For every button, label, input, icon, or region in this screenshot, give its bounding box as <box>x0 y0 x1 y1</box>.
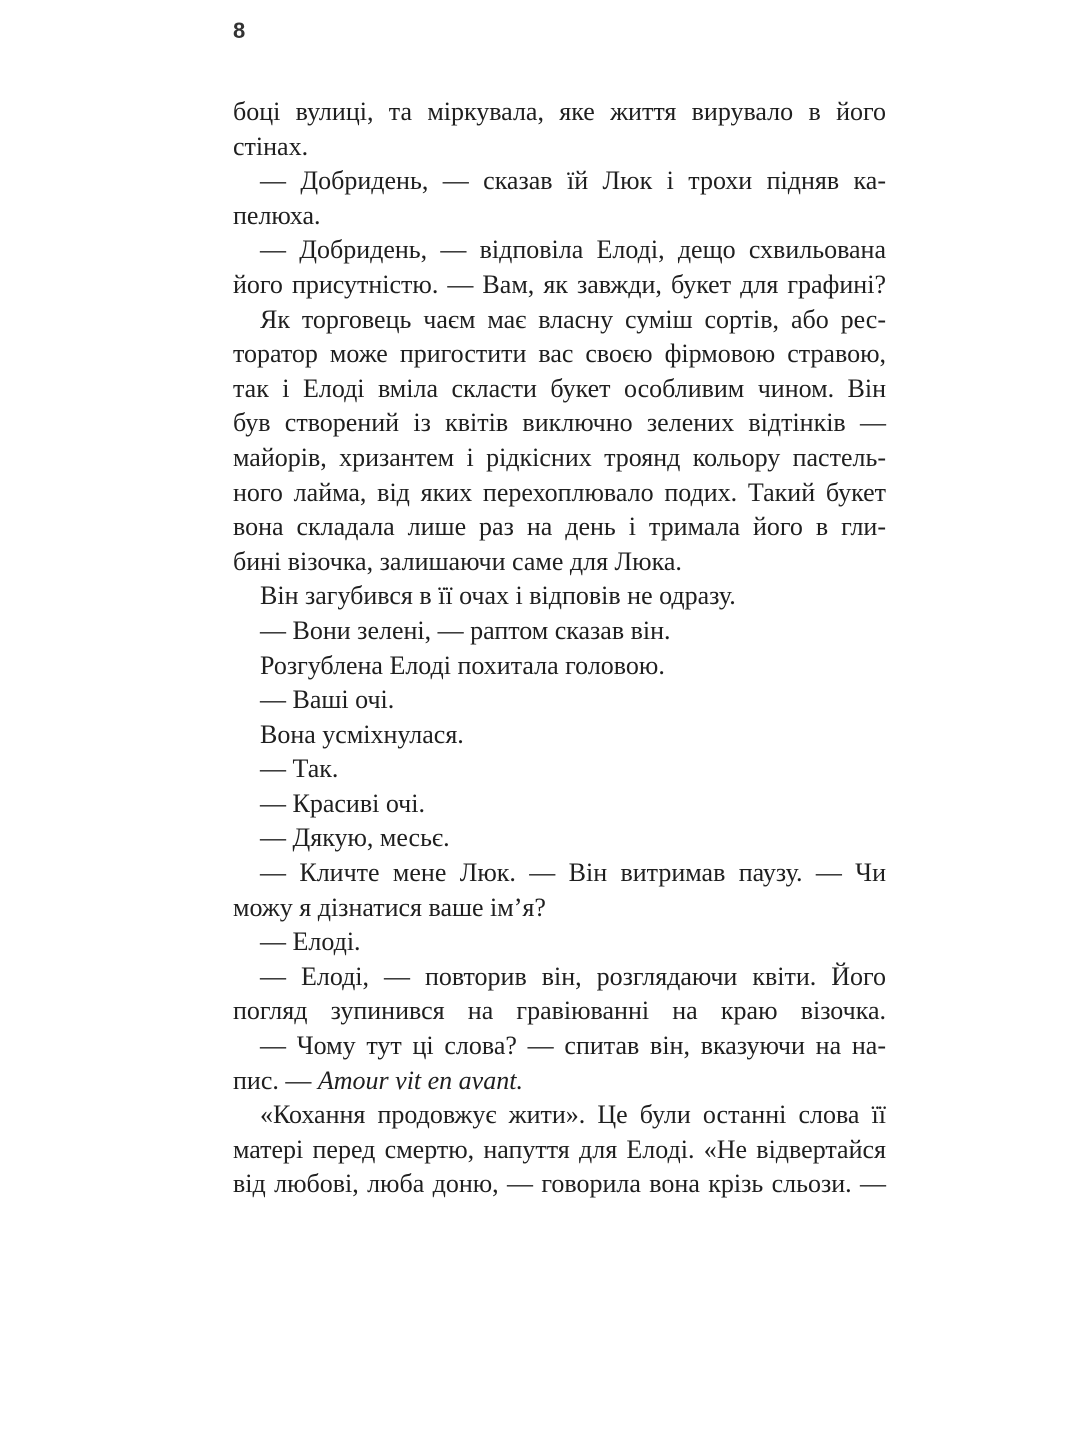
text-line <box>233 268 886 303</box>
text-line <box>233 510 886 545</box>
text-line <box>233 95 886 130</box>
text-segment: Вона усміхнулася. <box>260 719 464 749</box>
text-line <box>233 233 886 268</box>
text-line <box>233 372 886 407</box>
text-segment: від любові, люба доню, — говорила вона крізь сльози. — <box>233 1169 886 1199</box>
text-segment: боці вулиці, та міркувала, яке життя вирувало в його <box>233 97 886 126</box>
text-line <box>233 683 886 718</box>
text-segment: майорів, хризантем і рідкісних троянд кольору пастель- <box>233 442 886 472</box>
text-segment: Він загубився в її очах і відповів не одразу. <box>260 581 736 611</box>
text-segment: пис. — <box>233 1065 318 1095</box>
text-line <box>233 925 886 960</box>
text-segment: — Елоді, — повторив він, розглядаючи квіти. Його <box>260 961 886 991</box>
text-line <box>233 579 886 614</box>
text-segment: бині візочка, залишаючи саме для Люка. <box>233 546 682 576</box>
text-line <box>233 614 886 649</box>
text-segment: так і Елоді вміла скласти букет особливим чином. Він <box>233 373 886 403</box>
body-text <box>233 95 886 1202</box>
text-segment: пелюха. <box>233 200 321 230</box>
text-segment: Розгублена Елоді похитала головою. <box>260 650 665 680</box>
text-line <box>233 337 886 372</box>
text-segment: був створений із квітів виключно зелених відтінків — <box>233 408 886 438</box>
text-segment: — Ваші очі. <box>260 685 395 715</box>
text-line <box>233 130 886 165</box>
text-segment: — Кличте мене Люк. — Він витримав паузу. — Чи <box>260 858 886 888</box>
text-line <box>233 787 886 822</box>
text-segment: — Добридень, — сказав їй Люк і трохи підняв ка- <box>260 166 886 196</box>
text-segment: погляд зупинився на гравіюванні на краю візочка. <box>233 996 886 1026</box>
text-segment: його присутністю. — Вам, як завжди, букет для графині? <box>233 269 886 299</box>
page-number: 8 <box>233 18 246 43</box>
text-line <box>233 1064 886 1099</box>
text-segment: — Елоді. <box>260 927 361 957</box>
text-segment: торатор може пригостити вас своєю фірмовою стравою, <box>233 339 886 369</box>
text-segment: — Красиві очі. <box>260 788 425 818</box>
text-line <box>233 476 886 511</box>
text-segment: — Дякую, месьє. <box>260 823 450 853</box>
text-line <box>233 718 886 753</box>
text-segment: — Так. <box>260 754 339 784</box>
text-segment: стінах. <box>233 131 309 161</box>
text-segment: ного лайма, від яких перехоплювало подих. Такий букет <box>233 477 886 507</box>
text-line <box>233 752 886 787</box>
text-line <box>233 1029 886 1064</box>
text-segment: Як торговець чаєм має власну суміш сортів, або рес- <box>260 304 886 334</box>
text-segment: вона складала лише раз на день і тримала його в гли- <box>233 512 886 542</box>
text-segment: — Чому тут ці слова? — спитав він, вказуючи на на- <box>260 1031 886 1061</box>
text-line <box>233 441 886 476</box>
text-segment: матері перед смертю, напуття для Елоді. «Не відвертайся <box>233 1134 886 1164</box>
text-line <box>233 545 886 580</box>
text-line <box>233 1133 886 1168</box>
text-line <box>233 406 886 441</box>
text-line <box>233 649 886 684</box>
text-segment: — Добридень, — відповіла Елоді, дещо схвильована <box>260 235 886 265</box>
text-line <box>233 303 886 338</box>
text-line <box>233 960 886 995</box>
text-line <box>233 891 886 926</box>
text-line <box>233 1167 886 1202</box>
text-segment: можу я дізнатися ваше ім’я? <box>233 892 546 922</box>
text-line <box>233 1098 886 1133</box>
text-segment: «Кохання продовжує жити». Це були останні слова її <box>260 1100 886 1130</box>
text-segment: — Вони зелені, — раптом сказав він. <box>260 615 671 645</box>
text-line <box>233 856 886 891</box>
italic-inscription-text: Amour vit en avant. <box>317 1065 523 1095</box>
text-line <box>233 199 886 234</box>
text-line <box>233 164 886 199</box>
text-line <box>233 994 886 1029</box>
text-line <box>233 821 886 856</box>
